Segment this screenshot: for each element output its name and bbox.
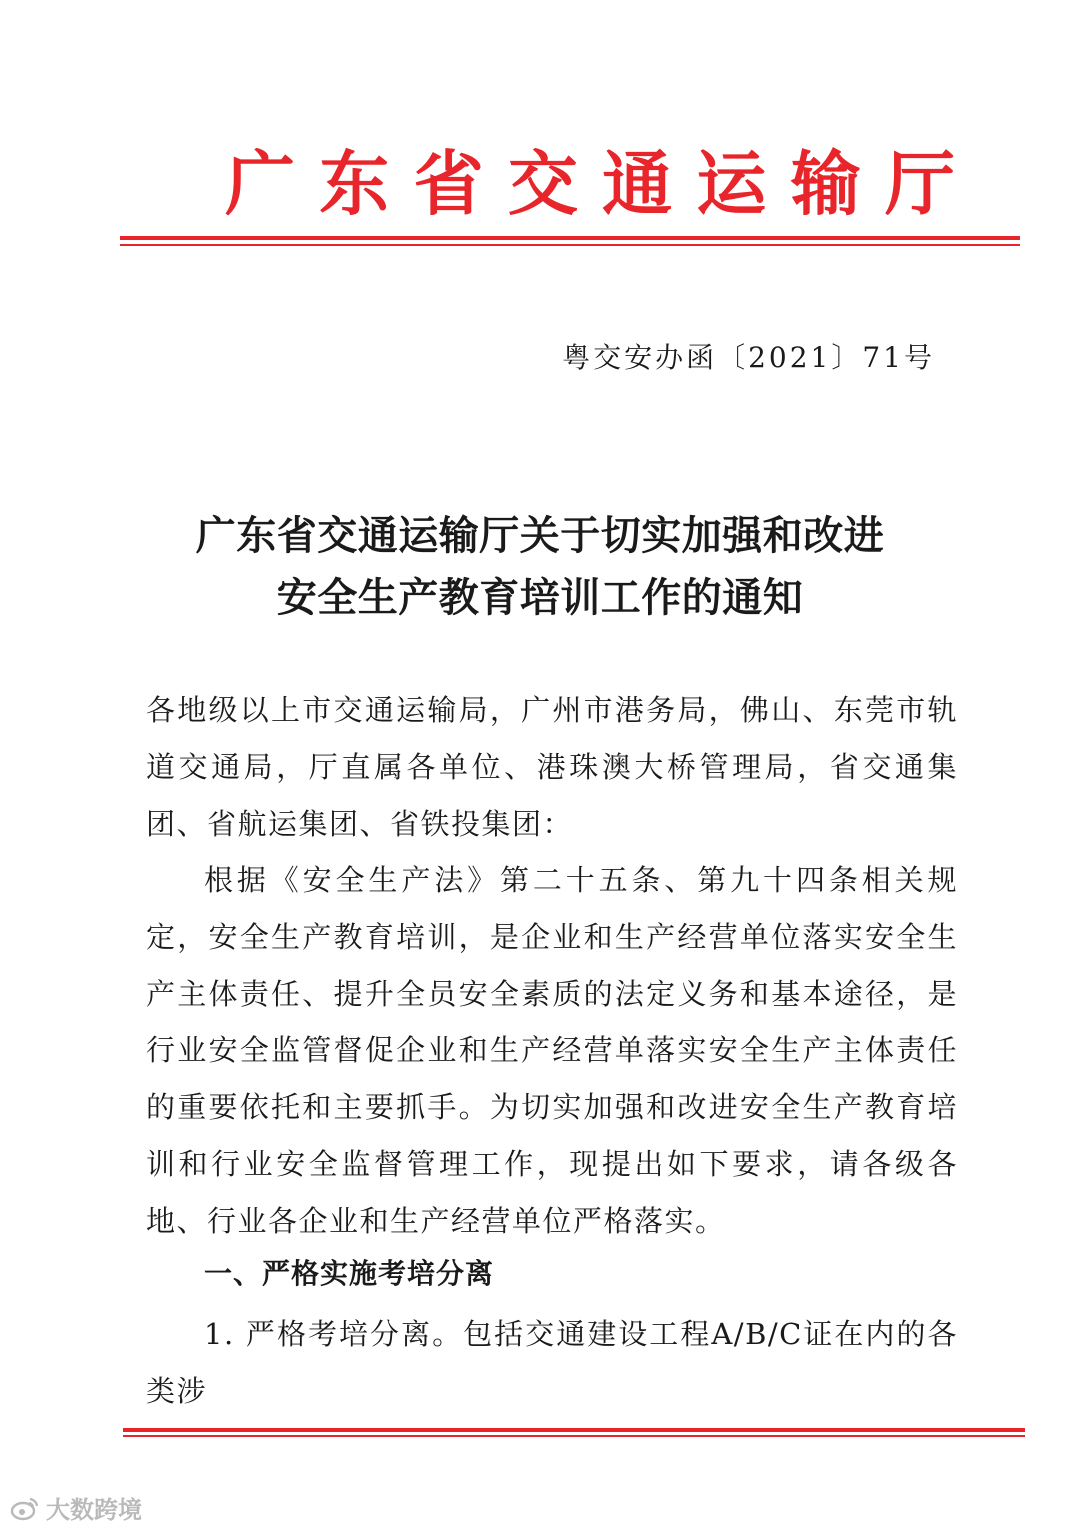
- body-paragraph: 根据《安全生产法》第二十五条、第九十四条相关规定，安全生产教育培训，是企业和生产经营单位落实安全生产主体责任、提升全员安全素质的法定义务和基本途径，是行业安全监管督促企业和生产经营单落实安全生产主体责任的重要依托和主要抓手。为切实加强和改进安全生产教育培训和行业安全监督管理工作，现提出如下要求，请各级各地、行业各企业和生产经营单位严格落实。: [146, 863, 958, 1238]
- document-number: 粤交安办函〔2021〕71号: [562, 341, 935, 374]
- list-item-text: 1. 严格考培分离。包括交通建设工程A/B/C证在内的各类涉: [146, 1317, 958, 1408]
- footer-rule-thin: [123, 1435, 1025, 1437]
- weibo-logo-icon: [10, 1495, 40, 1521]
- letterhead-char: 东: [319, 142, 390, 225]
- watermark: [10, 1490, 142, 1525]
- letterhead-char: 厅: [884, 142, 955, 225]
- letterhead-char: 省: [413, 142, 484, 225]
- letterhead-char: 输: [790, 142, 861, 225]
- letterhead-char: 通: [602, 142, 673, 225]
- addressees-paragraph: 各地级以上市交通运输局，广州市港务局，佛山、东莞市轨道交通局，厅直属各单位、港珠澳大桥管理局，省交通集团、省航运集团、省铁投集团：: [146, 693, 958, 841]
- letterhead-rule-thin: [120, 244, 1020, 246]
- letterhead-title: [225, 128, 955, 228]
- letterhead-char: 运: [696, 142, 767, 225]
- letterhead-char: 广: [225, 142, 295, 225]
- document-title-line-2: 安全生产教育培训工作的通知: [276, 574, 804, 621]
- watermark-text: 大数跨境: [46, 1496, 142, 1524]
- footer-rule-thick: [123, 1428, 1025, 1432]
- document-title-line-1: 广东省交通运输厅关于切实加强和改进: [195, 512, 885, 559]
- letterhead-rule-thick: [120, 236, 1020, 240]
- letterhead-char: 交: [507, 142, 578, 225]
- section-heading: 一、严格实施考培分离: [204, 1257, 495, 1290]
